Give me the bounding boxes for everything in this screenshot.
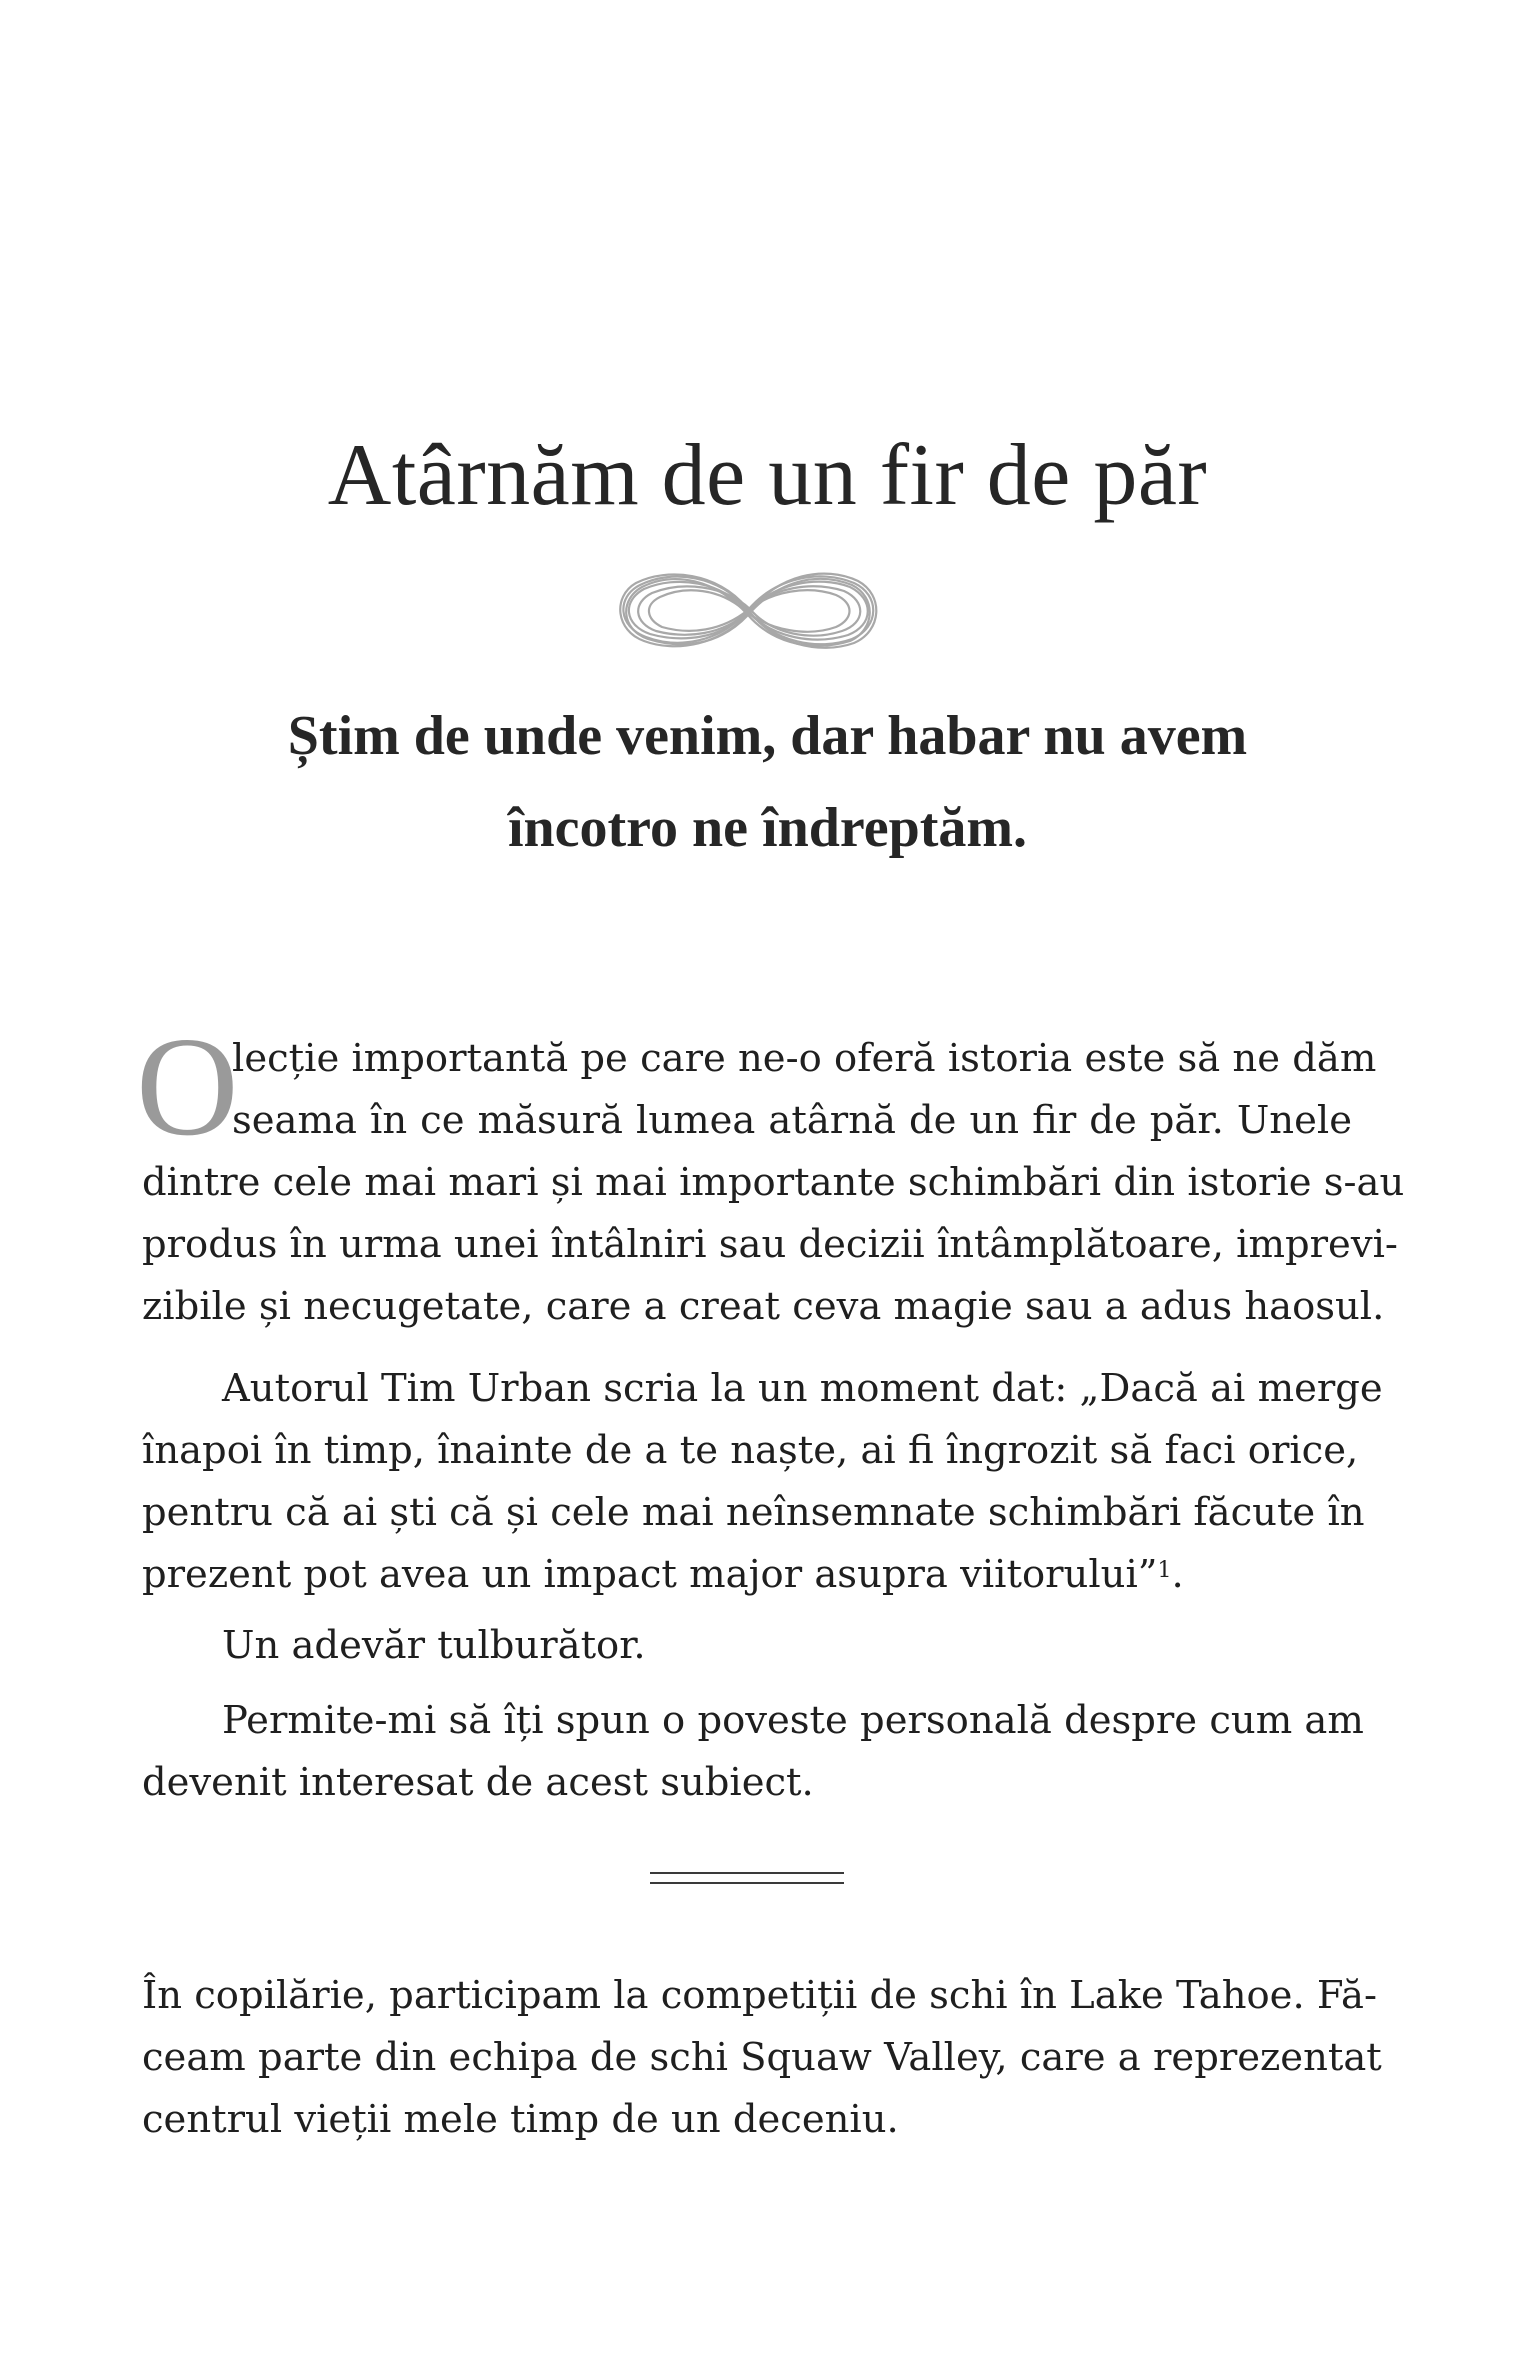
text-line: Autorul Tim Urban scria la un moment dat: „Dacă ai merge: [222, 1366, 1383, 1411]
separator-rule: [650, 1872, 844, 1874]
section-separator: [650, 1872, 844, 1894]
text-line: [142, 1544, 1352, 1606]
text-line: zibile și necugetate, care a creat ceva magie sau a adus haosul.: [142, 1284, 1385, 1329]
text-line: pentru că ai ști că și cele mai neînsemnate schimbări făcute în: [142, 1490, 1365, 1535]
chapter-subtitle: [0, 690, 1535, 874]
subtitle-line: încotro ne îndreptăm.: [507, 797, 1028, 859]
text-line: produs în urma unei întâlniri sau decizii întâmplătoare, imprevi-: [142, 1222, 1398, 1267]
text-line: dintre cele mai mari și mai importante schimbări din istorie s-au: [142, 1160, 1405, 1205]
separator-rule: [650, 1882, 844, 1884]
text-fragment: prezent pot avea un impact major asupra viitorului”: [142, 1552, 1158, 1597]
infinity-scribble-icon: [612, 555, 884, 665]
text-line: Un adevăr tulburător.: [222, 1623, 646, 1668]
paragraph-4: [142, 1690, 1364, 1814]
text-line: seama în ce măsură lumea atârnă de un fir de păr. Unele: [232, 1098, 1352, 1143]
paragraph-3: [142, 1615, 1352, 1677]
paragraph-1: [142, 1028, 1405, 1338]
text-line: centrul vieții mele timp de un deceniu.: [142, 2097, 899, 2142]
subtitle-line: Știm de unde venim, dar habar nu avem: [287, 705, 1248, 767]
paragraph-5: [142, 1965, 1382, 2151]
text-fragment: .: [1171, 1552, 1184, 1597]
text-line: În copilărie, participam la competiții de schi în Lake Tahoe. Fă-: [142, 1973, 1377, 2018]
text-line: ceam parte din echipa de schi Squaw Valley, care a reprezentat: [142, 2035, 1382, 2080]
drop-cap: O: [136, 1007, 239, 1165]
footnote-marker: 1: [1157, 1558, 1172, 1583]
chapter-title: Atârnăm de un fir de păr: [327, 427, 1208, 524]
text-line: Permite-mi să îți spun o poveste personală despre cum am: [222, 1698, 1364, 1743]
paragraph-2: [142, 1358, 1383, 1606]
text-line: înapoi în timp, înainte de a te naște, ai fi îngrozit să faci orice,: [142, 1428, 1359, 1473]
text-line: devenit interesat de acest subiect.: [142, 1760, 814, 1805]
text-line: lecție importantă pe care ne-o oferă istoria este să ne dăm: [232, 1036, 1377, 1081]
